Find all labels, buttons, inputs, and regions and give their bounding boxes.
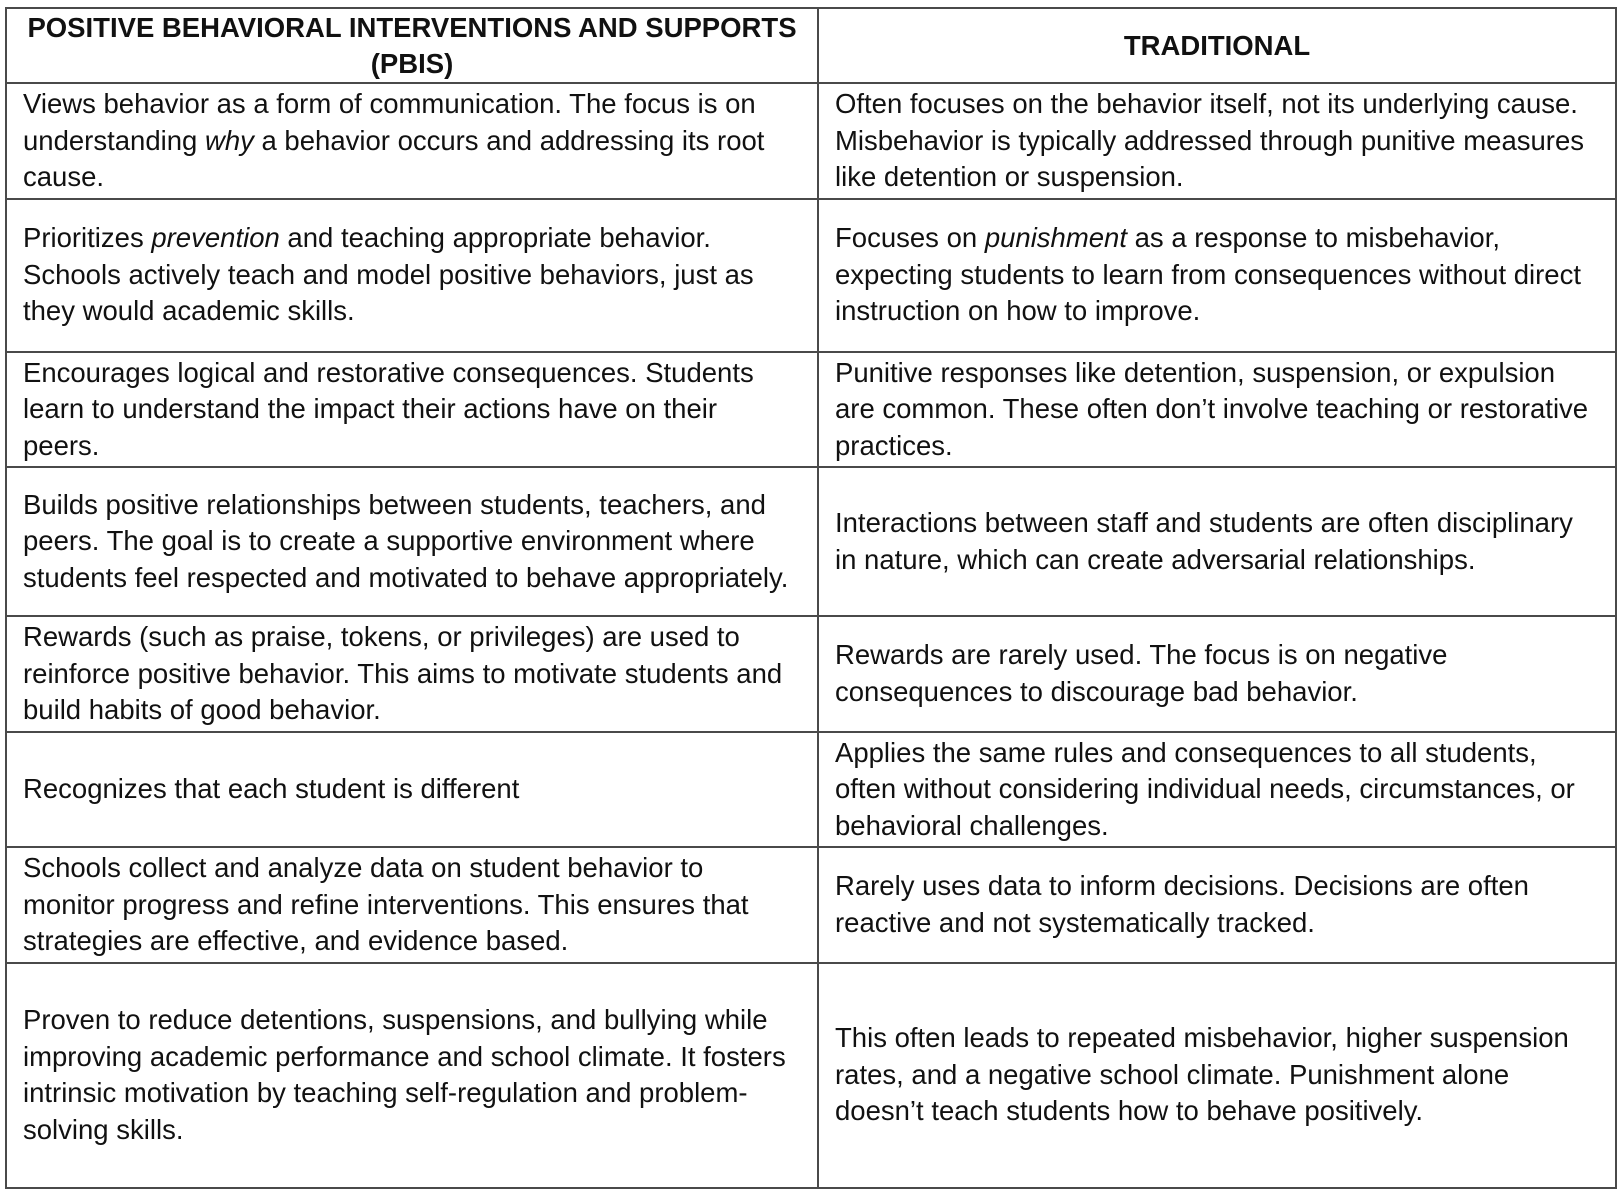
traditional-cell: Often focuses on the behavior itself, not its underlying cause. Misbehavior is typically addressed through punitive measures like detention or suspension. [818,83,1616,199]
pbis-cell: Prioritizes prevention and teaching appropriate behavior. Schools actively teach and model positive behaviors, just as they would academic skills. [6,199,818,352]
traditional-cell: Applies the same rules and consequences to all students, often without considering individual needs, circumstances, or behavioral challenges. [818,732,1616,848]
pbis-cell: Schools collect and analyze data on student behavior to monitor progress and refine interventions. This ensures that strategies are effective, and evidence based. [6,847,818,963]
traditional-cell: Rewards are rarely used. The focus is on negative consequences to discourage bad behavior. [818,616,1616,732]
table-row [6,847,1616,963]
traditional-cell: Focuses on punishment as a response to misbehavior, expecting students to learn from consequences without direct instruction on how to improve. [818,199,1616,352]
table-row [6,732,1616,848]
traditional-cell: Punitive responses like detention, suspension, or expulsion are common. These often don’t involve teaching or restorative practices. [818,352,1616,468]
table-row [6,467,1616,616]
pbis-cell: Views behavior as a form of communication. The focus is on understanding why a behavior occurs and addressing its root cause. [6,83,818,199]
comparison-table-container [5,7,1615,1189]
table-row [6,616,1616,732]
pbis-cell: Recognizes that each student is different [6,732,818,848]
pbis-cell: Proven to reduce detentions, suspensions, and bullying while improving academic performance and school climate. It fosters intrinsic motivation by teaching self-regulation and problem-solving skills. [6,963,818,1188]
table-row [6,352,1616,468]
table-row [6,83,1616,199]
traditional-cell: Interactions between staff and students are often disciplinary in nature, which can create adversarial relationships. [818,467,1616,616]
pbis-cell: Rewards (such as praise, tokens, or privileges) are used to reinforce positive behavior. This aims to motivate students and build habits of good behavior. [6,616,818,732]
pbis-cell: Builds positive relationships between students, teachers, and peers. The goal is to create a supportive environment where students feel respected and motivated to behave appropriately. [6,467,818,616]
table-row [6,963,1616,1188]
table-header-row [6,8,1616,83]
header-traditional: TRADITIONAL [818,8,1616,83]
table-row [6,199,1616,352]
header-pbis: POSITIVE BEHAVIORAL INTERVENTIONS AND SUPPORTS (PBIS) [6,8,818,83]
pbis-cell: Encourages logical and restorative consequences. Students learn to understand the impact their actions have on their peers. [6,352,818,468]
traditional-cell: This often leads to repeated misbehavior, higher suspension rates, and a negative school climate. Punishment alone doesn’t teach students how to behave positively. [818,963,1616,1188]
pbis-vs-traditional-table [5,7,1617,1189]
traditional-cell: Rarely uses data to inform decisions. Decisions are often reactive and not systematically tracked. [818,847,1616,963]
